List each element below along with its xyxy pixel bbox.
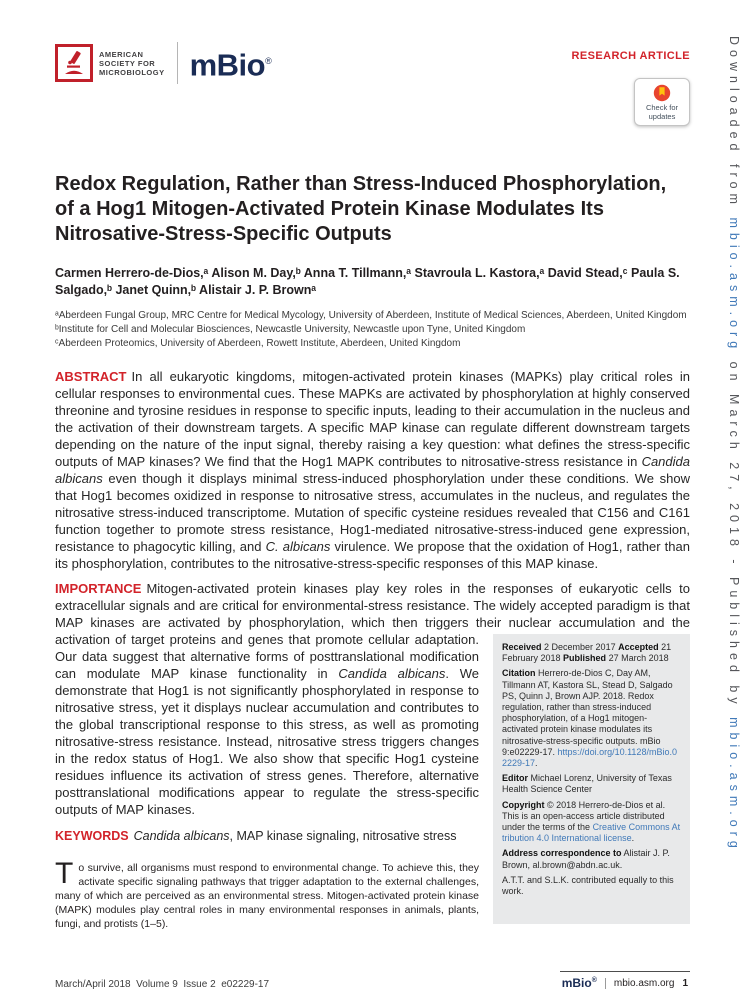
footer-right xyxy=(560,971,690,990)
abstract-text-3: virulence. We propose that the oxidation of Hog1, rather than its phosphorylation, contributes to the nitrosative-stress-specific responses of this MAP kinase. xyxy=(55,539,690,571)
asm-logo-text xyxy=(99,50,165,77)
copyright-block: Copyright © 2018 Herrero-de-Dios et al. This is an open-access article distributed under the terms of the Creative Commons Attribution 4.0 International license. xyxy=(502,799,681,844)
drop-cap: T xyxy=(55,857,74,890)
keywords-rest: , MAP kinase signaling, nitrosative stress xyxy=(229,829,457,843)
asm-line-1: AMERICAN xyxy=(99,49,144,59)
footer-divider xyxy=(605,978,606,989)
page-header xyxy=(55,0,690,126)
issue-info: March/April 2018 Volume 9 Issue 2 e02229-17 xyxy=(55,979,270,990)
abstract-label: ABSTRACT xyxy=(55,369,127,384)
watermark-text-2: on March 27, 2018 - Published by xyxy=(727,353,741,718)
watermark-site-link-2[interactable]: mbio.asm.org xyxy=(727,717,741,853)
abstract-text-2: even though it displays minimal stress-induced phosphorylation under these conditions. We show that Hog1 becomes oxidized in response to nitrosative stress, accumulates in the nucleus, and regulates the nitrosative stress-induced transcriptome. Mutation of specific cysteine residues revealed that C156 and C161 function together to promote stress resistance, Hog1-mediated nitrosative-stress-induced gene expression, resistance to phagocytic killing, and xyxy=(55,471,690,554)
doi-link[interactable]: https://doi.org/10.1128/mBio.02229-17 xyxy=(502,746,677,769)
correspondence-block: Address correspondence to Alistair J. P. Brown, al.brown@abdn.ac.uk. xyxy=(502,848,670,870)
keywords-label: KEYWORDS xyxy=(55,829,129,843)
crossmark-label: Check for updates xyxy=(645,103,679,121)
abstract-section xyxy=(55,368,690,572)
crossmark-badge[interactable] xyxy=(634,78,690,126)
download-watermark xyxy=(727,36,741,853)
author-list: Carmen Herrero-de-Dios,ᵃ Alison M. Day,ᵇ Anna T. Tillmann,ᵃ Stavroula L. Kastora,ᵃ David Stead,ᶜ Paula S. Salgado,ᵇ Janet Quinn,ᵇ Alistair J. P. Brownᵃ xyxy=(55,266,680,297)
contribution-note: A.T.T. and S.L.K. contributed equally to this work. xyxy=(502,874,674,897)
logo-divider xyxy=(177,42,178,84)
crossmark-icon xyxy=(653,84,671,102)
asm-line-3: MICROBIOLOGY xyxy=(99,67,165,77)
license-link[interactable]: Creative Commons Attribution 4.0 International license xyxy=(502,822,681,844)
intro-text: o survive, all organisms must respond to environmental change. To achieve this, they activate specific signaling pathways that trigger adaptation to the external challenges, many of which are perceived as an environmental stress. Mitogen-activated protein kinase (MAPK) modules play central roles in many environmental responses in animals, plants, fungi, and protists (1–5). xyxy=(55,862,479,930)
mbio-logo: mBio® xyxy=(189,47,272,83)
importance-text-3: . We demonstrate that Hog1 is not significantly phosphorylated in response to nitrosative stress, yet it displays nuclear accumulation and contributes to the global transcriptional response to this stress, as well as promoting nitrosative-stress resistance. Instead, nitrosative stress triggers changes in the redox status of Hog1. We also show that specific Hog1 cysteine residues influence its activation of stress genes. Therefore, alternative posttranslational modifications appear to regulate the stress-specific outputs of MAP kinases. xyxy=(55,666,479,817)
dates-block: Received 2 December 2017 Accepted 21 February 2018 Published 27 March 2018 xyxy=(502,642,672,664)
registered-mark: ® xyxy=(591,977,597,984)
affiliations xyxy=(55,309,690,350)
article-title: Redox Regulation, Rather than Stress-Induced Phosphorylation, of a Hog1 Mitogen-Activated Protein Kinase Modulates Its Nitrosative-Stress-Specific Outputs xyxy=(55,173,667,245)
asm-line-2: SOCIETY FOR xyxy=(99,58,156,68)
affiliation-c: ᶜAberdeen Proteomics, University of Aberdeen, Rowett Institute, Aberdeen, United Kingdom xyxy=(55,338,461,349)
asm-logo xyxy=(55,44,165,82)
species-name-short: C. albicans xyxy=(265,539,331,554)
citation-block: Citation Herrero-de-Dios C, Day AM, Tillmann AT, Kastora SL, Stead D, Salgado PS, Quinn J, Brown AJP. 2018. Redox regulation, rather than stress-induced phosphorylation, of a Hog1 mitogen-activated protein kinase modulates its nitrosative-stress-specific outputs. mBio 9:e02229-17. https://doi.org/10.1128/mBio.02229-17. xyxy=(502,668,677,769)
abstract-text-1: In all eukaryotic kingdoms, mitogen-activated protein kinases (MAPKs) play critical roles in cellular responses to environmental cues. These MAPKs are activated by phosphorylation at highly conserved threonine and tyrosine residues in response to specific inputs, leading to their accumulation in the nucleus and the activation of their downstream targets. A specific MAP kinase can regulate different downstream targets depending on the nature of the input signal, thereby raising a key question: what defines the stress-specific outputs of MAP kinases? We find that the Hog1 MAPK contributes to nitrosative-stress resistance in xyxy=(55,369,690,469)
importance-text-1: Mitogen-activated protein kinases play key roles in the responses of eukaryotic cells to extracellular signals and are critical for environmental-stress resistance. The widely accepted paradigm is that MAP kinases are activated by phosphorylation, which then triggers their nuclear accumulation and the activation of xyxy=(55,581,690,647)
journal-site-link[interactable]: mbio.asm.org xyxy=(613,977,675,989)
watermark-text-1: Downloaded from xyxy=(727,36,741,218)
publisher-logos xyxy=(55,42,271,84)
editor-block: Editor Michael Lorenz, University of Texas Health Science Center xyxy=(502,773,672,795)
affiliation-a: ᵃAberdeen Fungal Group, MRC Centre for Medical Mycology, University of Aberdeen, Institute of Medical Sciences, Aberdeen, United Kingdom xyxy=(55,310,687,321)
species-name: Candida albicans xyxy=(338,666,446,681)
species-name: Candida albicans xyxy=(55,454,690,486)
keyword-species: Candida albicans xyxy=(133,829,230,843)
importance-label: IMPORTANCE xyxy=(55,581,142,596)
importance-text-2: target proteins and genes that promote cellular adaptation. Our data suggest that alternative forms of posttranslational modification can modulate MAP kinase functionality in xyxy=(55,632,479,681)
footer-journal-name: mBio® xyxy=(561,976,597,990)
page-number: 1 xyxy=(682,977,688,989)
microscope-icon xyxy=(55,44,93,82)
watermark-site-link-1[interactable]: mbio.asm.org xyxy=(727,217,741,354)
registered-mark: ® xyxy=(265,55,272,66)
article-info-box xyxy=(493,634,690,924)
header-right xyxy=(572,42,690,126)
page-footer xyxy=(55,971,690,990)
article-type-label: RESEARCH ARTICLE xyxy=(571,50,690,62)
affiliation-b: ᵇInstitute for Cell and Molecular Biosciences, Newcastle University, Newcastle upon Tyne, United Kingdom xyxy=(55,324,526,335)
